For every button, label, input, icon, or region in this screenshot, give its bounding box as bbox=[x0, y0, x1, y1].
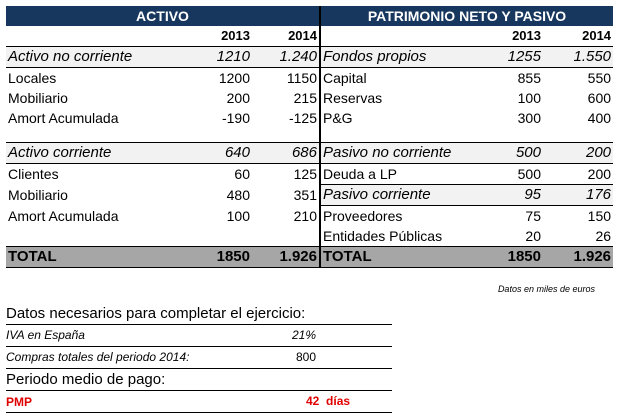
units-footnote: Datos en miles de euros bbox=[497, 284, 595, 294]
extra-data-section bbox=[6, 303, 392, 413]
total-label-left: TOTAL bbox=[6, 247, 194, 268]
cell-left-2014: 125 bbox=[252, 164, 320, 185]
compras-value: 800 bbox=[296, 350, 317, 364]
cell-right-2013: 500 bbox=[477, 143, 543, 164]
cell-left-2014: 1.240 bbox=[252, 47, 320, 68]
cell-left-2014: 351 bbox=[252, 185, 320, 206]
cell-left-2013: 1210 bbox=[194, 47, 252, 68]
row-label-left: Locales bbox=[8, 70, 57, 86]
cell-right-2014: 550 bbox=[587, 70, 612, 86]
row-label-right: Entidades Públicas bbox=[320, 226, 477, 247]
total-row bbox=[6, 247, 613, 268]
table-row bbox=[6, 108, 613, 128]
cell-left-2013: 480 bbox=[226, 187, 250, 203]
table-row bbox=[6, 206, 613, 227]
cell-right-2013: 855 bbox=[517, 70, 541, 86]
extra-title: Datos necesarios para completar el ejercicio: bbox=[6, 303, 392, 325]
cell-right-2013: 75 bbox=[525, 208, 541, 224]
cell-right-2013: 500 bbox=[517, 166, 541, 182]
row-label-left: Mobiliario bbox=[8, 90, 68, 106]
cell-left-2013: 200 bbox=[226, 90, 250, 106]
left-year-2014: 2014 bbox=[252, 26, 320, 47]
row-label-left: Mobiliario bbox=[8, 187, 68, 203]
cell-right-2014: 1.550 bbox=[543, 47, 613, 68]
table-row bbox=[6, 164, 613, 185]
cell-right-2014: 400 bbox=[587, 110, 612, 126]
pmp-value-group bbox=[306, 391, 350, 412]
cell-left-2013: -190 bbox=[221, 110, 250, 126]
cell-right-2013: 20 bbox=[525, 228, 541, 244]
table-row bbox=[6, 88, 613, 108]
row-label-right: Fondos propios bbox=[320, 47, 477, 68]
total-left-2014: 1.926 bbox=[252, 247, 320, 268]
cell-right-2014: 26 bbox=[595, 228, 612, 244]
row-label-left: Amort Acumulada bbox=[8, 110, 119, 126]
activo-header: ACTIVO bbox=[6, 6, 320, 26]
pmp-title: Periodo medio de pago: bbox=[6, 369, 392, 391]
cell-left-2014: 686 bbox=[252, 143, 320, 164]
pmp-row bbox=[6, 391, 392, 413]
iva-value: 21% bbox=[292, 328, 317, 342]
table-row bbox=[6, 226, 613, 247]
cell-right-2013: 95 bbox=[477, 185, 543, 206]
iva-row bbox=[6, 325, 392, 347]
row-label-right: P&G bbox=[320, 108, 477, 128]
cell-left-2014: 215 bbox=[252, 88, 320, 108]
total-label-right: TOTAL bbox=[320, 247, 477, 268]
cell-left-2014: 210 bbox=[252, 206, 320, 227]
cell-right-2013: 1255 bbox=[477, 47, 543, 68]
row-label-right: Reservas bbox=[320, 88, 477, 108]
left-year-2013: 2013 bbox=[194, 26, 252, 47]
cell-left-2014: -125 bbox=[252, 108, 320, 128]
cell-left-2014: 1150 bbox=[252, 68, 320, 89]
cell-right-2014: 150 bbox=[587, 208, 612, 224]
row-label-left: Activo no corriente bbox=[6, 47, 194, 68]
cell-left-2013: 1200 bbox=[218, 70, 250, 86]
right-year-2013: 2013 bbox=[477, 26, 543, 47]
cell-right-2014: 176 bbox=[543, 185, 613, 206]
pasivo-header: PATRIMONIO NETO Y PASIVO bbox=[320, 6, 613, 26]
cell-left-2013: 640 bbox=[194, 143, 252, 164]
right-year-spacer bbox=[320, 26, 477, 47]
cell-right-2014: 200 bbox=[543, 143, 613, 164]
row-label-right: Pasivo no corriente bbox=[320, 143, 477, 164]
row-label-left: Clientes bbox=[8, 166, 59, 183]
row-label-right: Deuda a LP bbox=[320, 164, 477, 185]
cell-left-2013: 100 bbox=[226, 207, 250, 224]
row-label-right: Pasivo corriente bbox=[320, 185, 477, 206]
total-right-2013: 1850 bbox=[477, 247, 543, 268]
compras-row bbox=[6, 347, 392, 369]
cell-right-2014: 600 bbox=[587, 90, 612, 106]
table-row bbox=[6, 185, 613, 206]
balance-sheet bbox=[6, 6, 613, 268]
cell-right-2013: 300 bbox=[517, 110, 541, 126]
iva-label: IVA en España bbox=[6, 328, 85, 342]
compras-label: Compras totales del periodo 2014: bbox=[6, 350, 190, 364]
spacer-row bbox=[6, 128, 613, 143]
years-row bbox=[6, 26, 613, 47]
table-row bbox=[6, 47, 613, 68]
pmp-unit: días bbox=[326, 394, 351, 408]
header-row bbox=[6, 6, 613, 26]
table-row bbox=[6, 143, 613, 164]
table-row bbox=[6, 68, 613, 89]
total-right-2014: 1.926 bbox=[543, 247, 613, 268]
row-label-left: Amort Acumulada bbox=[8, 207, 119, 224]
right-year-2014: 2014 bbox=[543, 26, 613, 47]
balance-table bbox=[6, 6, 613, 268]
cell-right-2013: 100 bbox=[517, 90, 541, 106]
cell-left-2013: 60 bbox=[234, 166, 250, 183]
pmp-label: PMP bbox=[6, 395, 33, 409]
pmp-value: 42 bbox=[306, 394, 320, 408]
cell-right-2014: 200 bbox=[587, 166, 612, 182]
row-label-left: Activo corriente bbox=[6, 143, 194, 164]
total-left-2013: 1850 bbox=[194, 247, 252, 268]
left-year-spacer bbox=[6, 26, 194, 47]
row-label-right: Proveedores bbox=[320, 206, 477, 227]
row-label-right: Capital bbox=[320, 68, 477, 89]
